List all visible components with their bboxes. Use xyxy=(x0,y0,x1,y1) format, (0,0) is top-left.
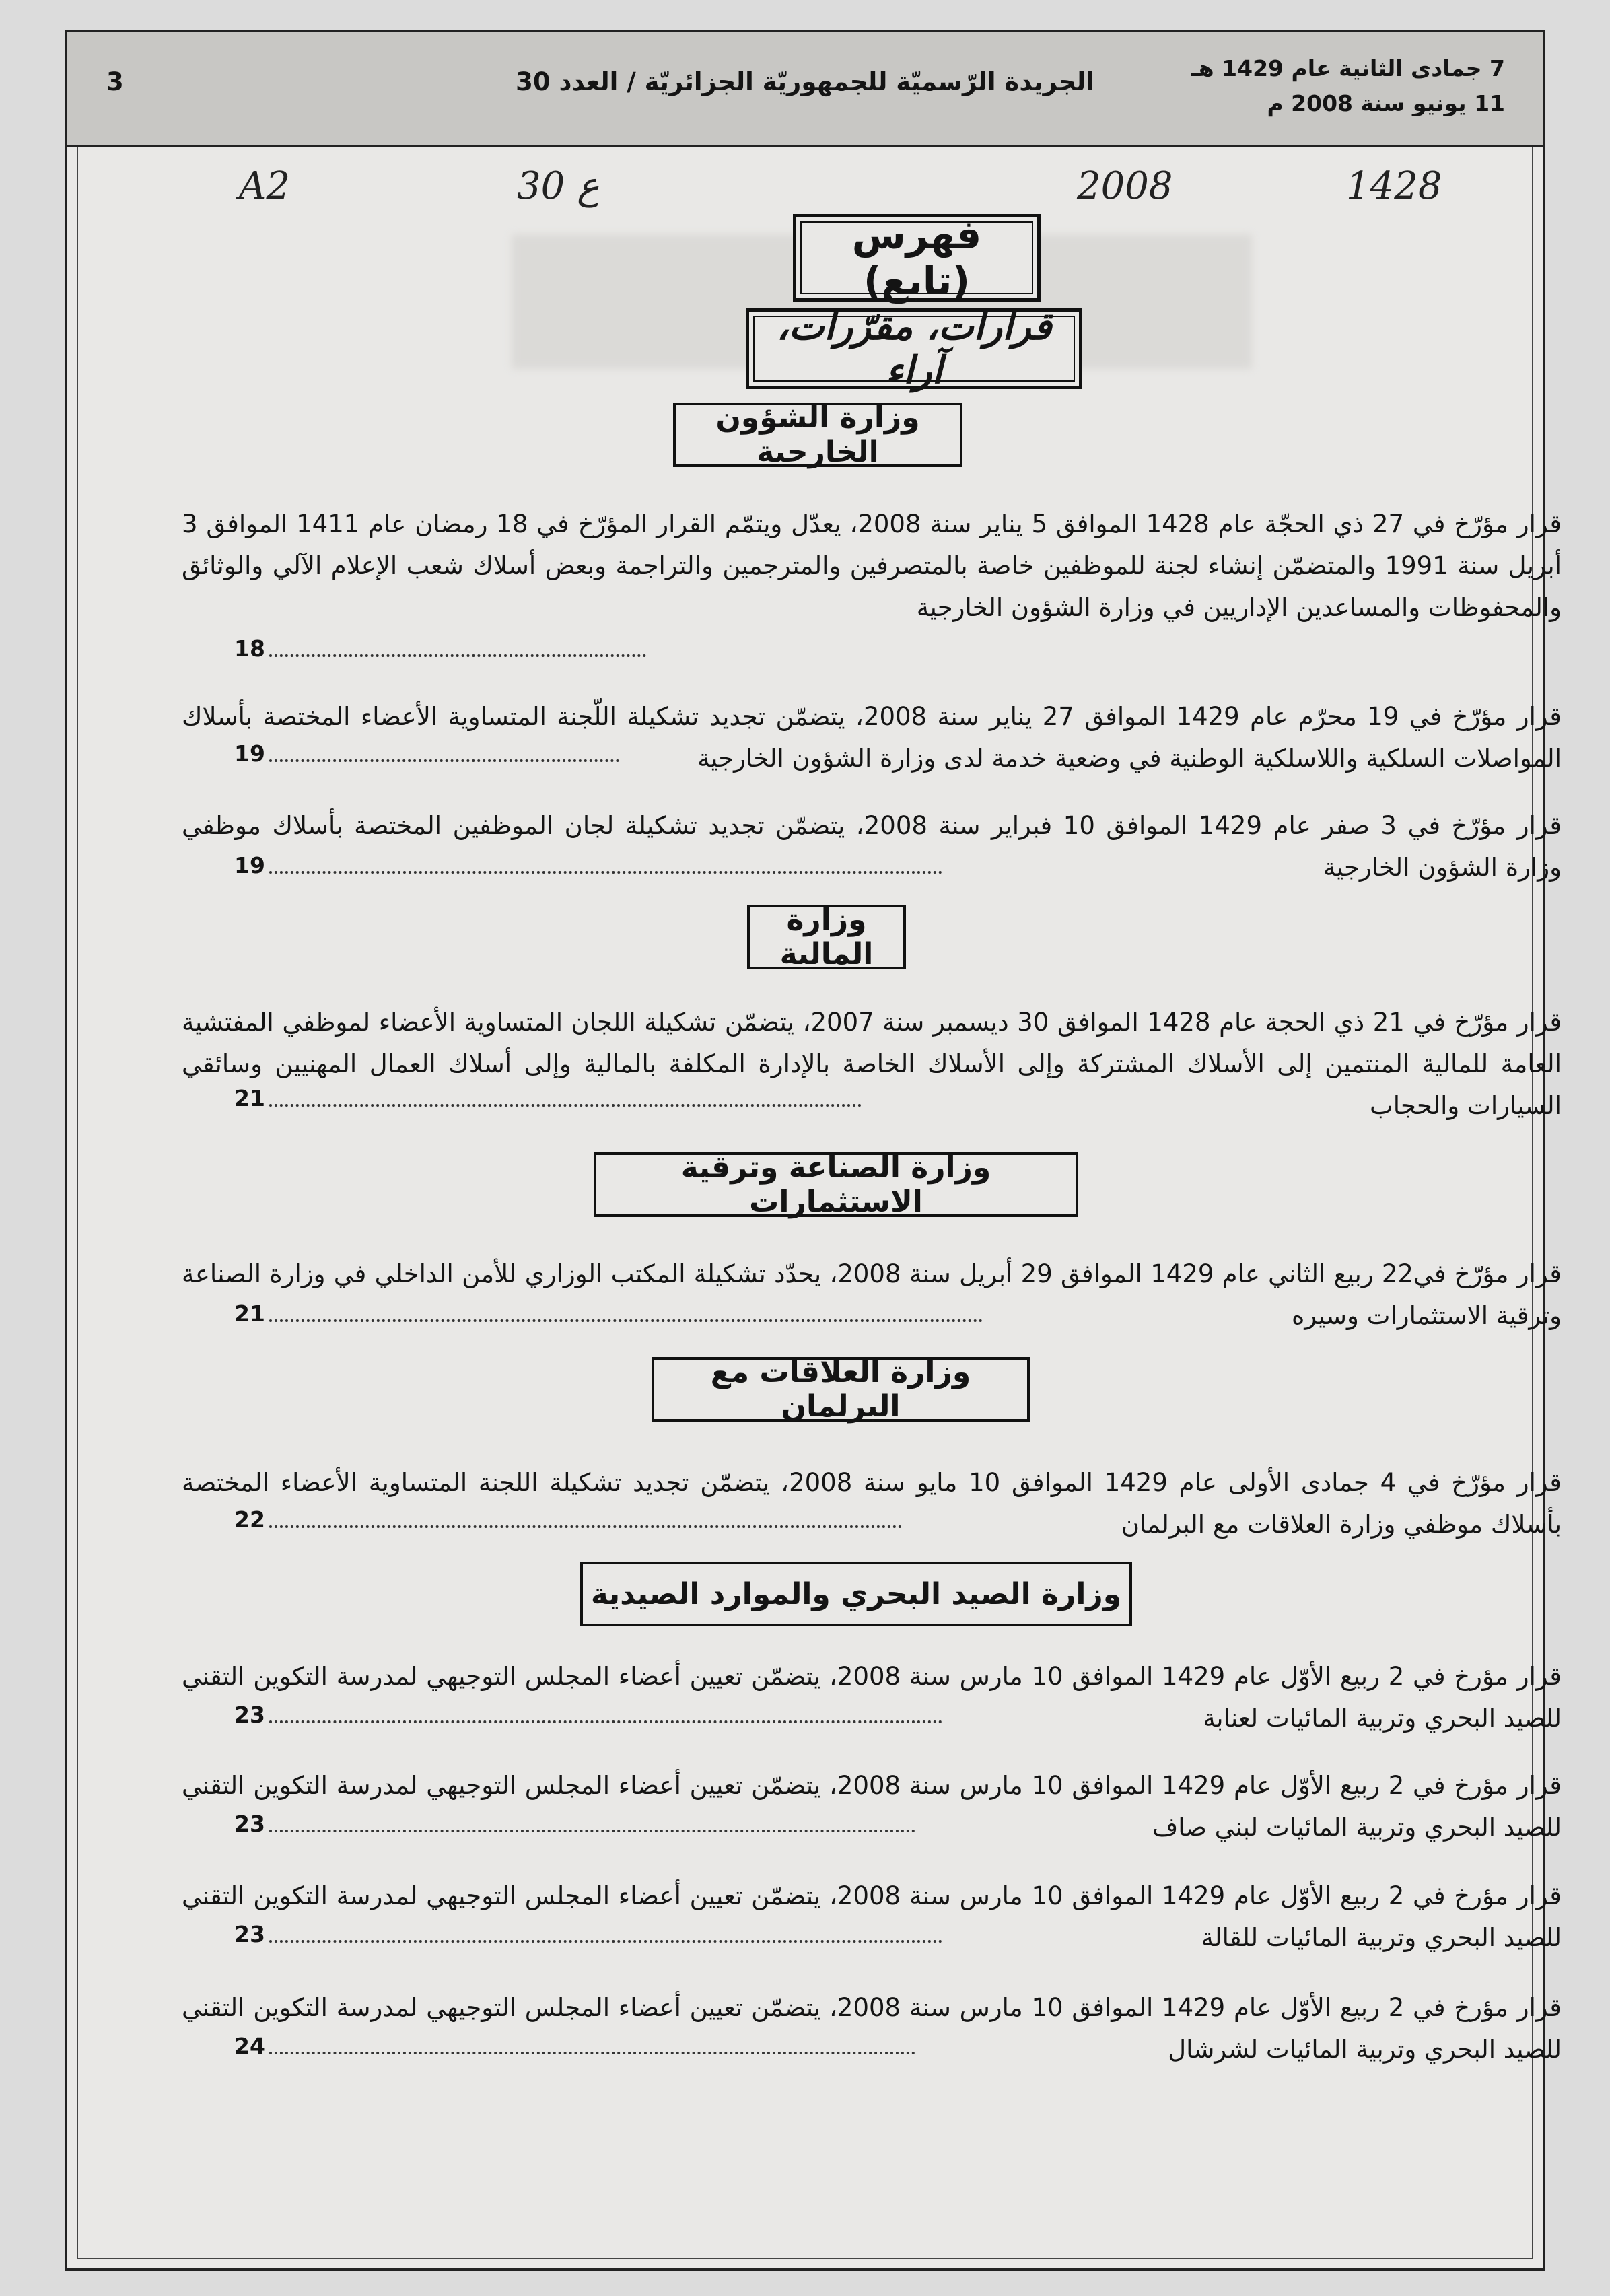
handwritten-issue: 30 ع xyxy=(517,164,600,208)
leader-dots xyxy=(269,2052,915,2054)
index-entry xyxy=(182,805,1562,893)
handwritten-a2: A2 xyxy=(239,164,291,208)
entry-page-number: 21 xyxy=(234,1300,265,1327)
ministry-heading xyxy=(594,1152,1078,1217)
entry-text: قرار مؤرّخ في 4 جمادى الأولى عام 1429 الموافق 10 مايو سنة 2008، يتضمّن تجديد تشكيلة اللجنة المتساوية الأعضاء المختصة بأسلاك موظفي وزارة العلاقات مع البرلمان xyxy=(182,1468,1562,1539)
index-entry xyxy=(182,1987,1562,2075)
entry-page-number: 23 xyxy=(234,1921,265,1947)
index-subtitle-box xyxy=(746,305,1082,392)
header-title: الجريدة الرّسميّة للجمهوريّة الجزائريّة / العدد 30 xyxy=(516,67,1094,96)
ministry-name: وزارة المالية xyxy=(779,903,874,971)
entry-text: قرار مؤرخ في 2 ربيع الأوّل عام 1429 الموافق 10 مارس سنة 2008، يتضمّن تعيين أعضاء المجلس التوجيهي لمدرسة التكوين التقني للصيد البحري وتربية المائيات لعنابة xyxy=(182,1662,1562,1733)
index-entry xyxy=(182,1002,1562,1136)
leader-dots xyxy=(269,871,942,874)
ministry-name: وزارة الصيد البحري والموارد الصيدية xyxy=(590,1576,1122,1611)
entry-page-number: 23 xyxy=(234,1702,265,1728)
entry-page-number: 18 xyxy=(234,635,265,662)
entry-text: قرار مؤرخ في 2 ربيع الأوّل عام 1429 الموافق 10 مارس سنة 2008، يتضمّن تعيين أعضاء المجلس التوجيهي لمدرسة التكوين التقني للصيد البحري وتربية المائيات لشرشال xyxy=(182,1993,1562,2064)
entry-page-number: 19 xyxy=(234,740,265,767)
ministry-heading xyxy=(673,403,963,467)
index-title-box xyxy=(793,214,1041,302)
entry-page-number: 24 xyxy=(234,2033,265,2059)
index-entry xyxy=(182,696,1562,784)
leader-dots xyxy=(269,1104,862,1107)
index-entry xyxy=(182,1253,1562,1341)
entry-text: قرار مؤرّخ في 3 صفر عام 1429 الموافق 10 فبراير سنة 2008، يتضمّن تجديد تشكيلة لجان الموظفين المختصة بأسلاك موظفي وزارة الشؤون الخارجية xyxy=(182,811,1562,882)
leader-dots xyxy=(269,1830,915,1832)
entry-text: قرار مؤرّخ في 19 محرّم عام 1429 الموافق 27 يناير سنة 2008، يتضمّن تجديد تشكيلة اللّجنة المتساوية الأعضاء المختصة بأسلاك المواصلات السلكية واللاسلكية الوطنية في وضعية خدمة لدى وزارة الشؤون الخارجية xyxy=(182,702,1562,773)
entry-page-number: 21 xyxy=(234,1085,265,1111)
gazette-page xyxy=(65,30,1562,2271)
ministry-heading xyxy=(747,905,906,969)
handwritten-year: 2008 xyxy=(1077,164,1173,208)
ministry-name: وزارة الصناعة وترقية الاستثمارات xyxy=(680,1150,991,1219)
page-header xyxy=(67,32,1543,147)
ministry-heading xyxy=(580,1562,1132,1626)
header-date-gregorian: 11 يونيو سنة 2008 م xyxy=(1267,90,1505,116)
ministry-heading xyxy=(652,1357,1030,1422)
entry-text: قرار مؤرّخ في 21 ذي الحجة عام 1428 الموافق 30 ديسمبر سنة 2007، يتضمّن تشكيلة اللجان المتساوية الأعضاء لموظفي المفتشية العامة للمالية المنتمين إلى الأسلاك المشتركة وإلى الأسلاك الخاصة بالإدارة المكلفة بالمالية وإلى أسلاك العمال المهنيين وسائقي السيارات والحجاب xyxy=(182,1008,1562,1120)
ministry-name: وزارة العلاقات مع البرلمان xyxy=(710,1355,971,1424)
entry-text: قرار مؤرخ في 2 ربيع الأوّل عام 1429 الموافق 10 مارس سنة 2008، يتضمّن تعيين أعضاء المجلس التوجيهي لمدرسة التكوين التقني للصيد البحري وتربية المائيات لبني صاف xyxy=(182,1771,1562,1842)
entry-page-number: 22 xyxy=(234,1506,265,1533)
index-subtitle: قرارات، مقرّرات، آراء xyxy=(776,305,1052,392)
entry-text: قرار مؤرّخ في 27 ذي الحجّة عام 1428 الموافق 5 يناير سنة 2008، يعدّل ويتمّم القرار المؤرّخ في 18 رمضان عام 1411 الموافق 3 أبريل سنة 1991 والمتضمّن إنشاء لجنة للموظفين خاصة بالمتصرفين والمترجمين والتراجمة وبعض أسلاك شعب الإعلام الآلي والوثائق والمحفوظات والمساعدين الإداريين في وزارة الشؤون الخارجية xyxy=(182,510,1562,622)
leader-dots xyxy=(269,1940,942,1943)
index-entry xyxy=(182,1462,1562,1550)
handwritten-hijri-year: 1428 xyxy=(1346,164,1442,208)
entry-page-number: 19 xyxy=(234,852,265,878)
index-entry xyxy=(182,1765,1562,1852)
entry-text: قرار مؤرّخ في22 ربيع الثاني عام 1429 الموافق 29 أبريل سنة 2008، يحدّد تشكيلة المكتب الوزاري للأمن الداخلي في وزارة الصناعة وترقية الاستثمارات وسيره xyxy=(182,1259,1562,1330)
header-date-hijri: 7 جمادى الثانية عام 1429 هـ xyxy=(1191,55,1505,81)
leader-dots xyxy=(269,1319,983,1322)
leader-dots xyxy=(269,1525,902,1528)
entry-page-number: 23 xyxy=(234,1811,265,1837)
index-title: فهرس (تابع) xyxy=(851,212,982,304)
leader-dots xyxy=(269,759,619,762)
index-entry xyxy=(182,503,1562,679)
entry-text: قرار مؤرخ في 2 ربيع الأوّل عام 1429 الموافق 10 مارس سنة 2008، يتضمّن تعيين أعضاء المجلس التوجيهي لمدرسة التكوين التقني للصيد البحري وتربية المائيات للقالة xyxy=(182,1881,1562,1952)
header-page-number: 3 xyxy=(106,67,124,96)
ministry-name: وزارة الشؤون الخارجية xyxy=(715,401,920,469)
index-entry xyxy=(182,1656,1562,1743)
leader-dots xyxy=(269,1720,942,1723)
index-entry xyxy=(182,1875,1562,1963)
leader-dots xyxy=(269,654,646,657)
